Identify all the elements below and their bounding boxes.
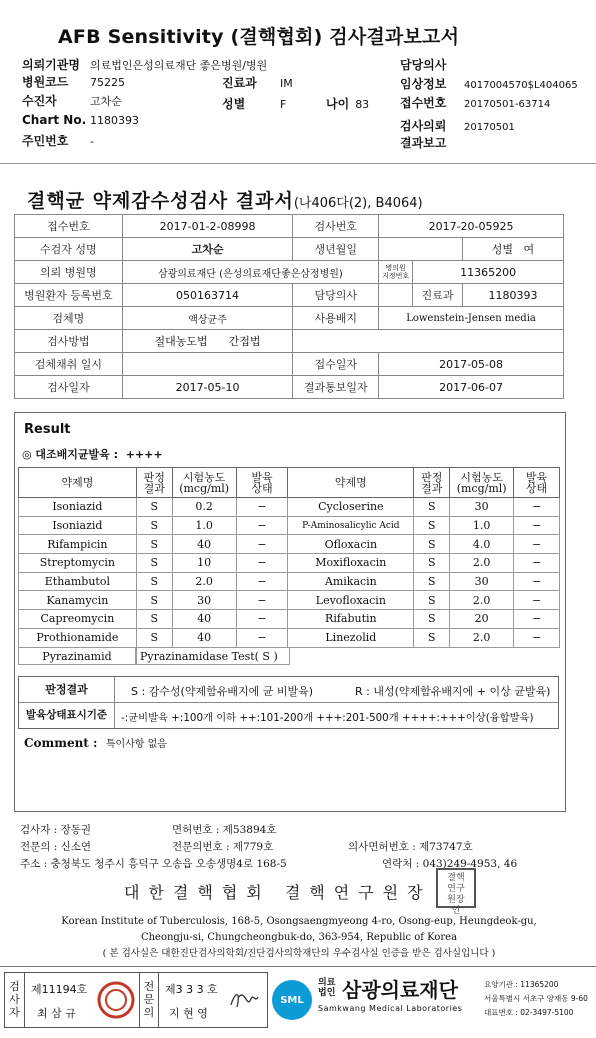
- right-drug-name-cell: Ofloxacin: [288, 535, 414, 554]
- left-growth-cell: −: [236, 554, 288, 573]
- org-en-line1: Korean Institute of Tuberculosis, 168-5, Osongsaengmyeong 4-ro, Osong-eup, Heungdeok-gu,: [61, 916, 537, 927]
- cell-value: 여: [523, 243, 535, 256]
- left-concentration-cell: 30: [172, 591, 236, 610]
- signature-icon: [225, 985, 261, 1017]
- left-concentration-cell: 1.0: [172, 516, 236, 535]
- growth-b: 상태: [525, 481, 548, 495]
- resident-no-value: -: [90, 135, 94, 148]
- right-result-cell: S: [414, 591, 450, 610]
- right-growth-cell: −: [514, 610, 560, 629]
- left-growth-cell: −: [236, 610, 288, 629]
- right-growth-cell: −: [514, 535, 560, 554]
- sex-label: 성별: [222, 97, 246, 111]
- left-result-cell: S: [136, 535, 172, 554]
- cell-value: [379, 238, 463, 261]
- left-drug-name-cell: Kanamycin: [19, 591, 137, 610]
- col-header: [236, 468, 288, 498]
- cell-value: 2017-06-07: [379, 376, 564, 399]
- cell-value: 고차순: [122, 238, 293, 261]
- seal-text: 연구: [447, 884, 465, 894]
- request-date-label: 검사의뢰: [400, 119, 447, 133]
- judge-a: 판정: [421, 470, 443, 484]
- right-growth-cell: −: [514, 591, 560, 610]
- report-date-label: 결과보고: [400, 136, 447, 150]
- cell-label: 진료과: [413, 284, 463, 307]
- cell-sex: [462, 238, 563, 261]
- right-concentration-cell: 20: [450, 610, 514, 629]
- cell-label: 검체명: [15, 307, 123, 330]
- cell-label: 접수번호: [15, 215, 123, 238]
- cell-value: 050163714: [122, 284, 293, 307]
- tester-license: 면허번호 : 제53894호: [172, 824, 277, 836]
- method-b: 간접법: [228, 335, 261, 348]
- seal-text: 결핵: [447, 873, 465, 883]
- pza-drug: Pyrazinamid: [18, 647, 136, 665]
- judge-legend-label: 판정결과: [19, 677, 115, 703]
- cell-label: 의뢰 병원명: [15, 261, 123, 284]
- col-header: [514, 468, 560, 498]
- result-row: [19, 572, 560, 591]
- cell-value: 1180393: [462, 284, 563, 307]
- growth-legend-label: 발육상태표시기준: [19, 703, 115, 728]
- left-drug-name-cell: Prothionamide: [19, 628, 137, 647]
- resident-no-label: 주민번호: [22, 134, 69, 148]
- hospital-name-label: 의뢰기관명: [22, 58, 80, 72]
- cell-label: 검체채취 일시: [15, 353, 123, 376]
- official-seal: [436, 868, 476, 916]
- col-header: 약제명: [19, 468, 137, 498]
- left-growth-cell: −: [236, 535, 288, 554]
- cell-value: 11365200: [413, 261, 564, 284]
- cell-value: 2017-01-2-08998: [122, 215, 293, 238]
- seal-text: 인: [451, 906, 461, 916]
- certification-note: ( 본 검사실은 대한진단검사의학회/진단검사의학재단의 우수검사실 인증을 받은 검사실입니다 ): [102, 948, 496, 959]
- seal-text: 원장: [447, 895, 465, 905]
- left-result-cell: S: [136, 554, 172, 573]
- result-row: [19, 498, 560, 517]
- cell-label: 검사방법: [15, 330, 123, 353]
- result-row: [19, 628, 560, 647]
- left-drug-name-cell: Capreomycin: [19, 610, 137, 629]
- receipt-no-value: 20170501-63714: [464, 99, 551, 110]
- cell-label: 검사번호: [293, 215, 379, 238]
- patient-label: 수진자: [22, 94, 57, 108]
- patient-info-table: [14, 214, 564, 399]
- growth-a: 발육: [251, 470, 273, 484]
- tester-seal-icon: [97, 981, 135, 1019]
- hospital-code-label: 병원코드: [22, 75, 69, 89]
- report-title-code: (나406다(2), B4064): [293, 196, 423, 211]
- left-result-cell: S: [136, 591, 172, 610]
- address: 주소 : 충청북도 청주시 흥덕구 오송읍 오송생명4로 168-5: [20, 858, 287, 870]
- doctor-license: 의사면허번호 : 제73747호: [348, 841, 473, 853]
- cell-value: [379, 284, 413, 307]
- specialist-license: 전문의번호 : 제779호: [172, 841, 274, 853]
- cell-label: 접수일자: [293, 353, 379, 376]
- brand-name: 삼광의료재단: [342, 978, 458, 1002]
- left-growth-cell: −: [236, 572, 288, 591]
- designation-label-b: 지정번호: [382, 272, 410, 280]
- cell-value: 2017-05-08: [379, 353, 564, 376]
- pza-test: Pyrazinamidase Test( S ): [136, 647, 290, 665]
- growth-b: 상태: [251, 481, 273, 495]
- specialist-name: 지 현 영: [169, 1007, 208, 1020]
- result-label: Result: [24, 422, 71, 437]
- brand-name-en: Samkwang Medical Laboratories: [318, 1004, 463, 1013]
- cell-empty: [293, 330, 564, 353]
- signature-box: [4, 972, 268, 1028]
- left-drug-name-cell: Isoniazid: [19, 498, 137, 517]
- specialist-role: 전문의: [139, 973, 159, 1027]
- right-concentration-cell: 30: [450, 498, 514, 517]
- bottom-divider: [0, 966, 596, 967]
- cell-label: 수검자 성명: [15, 238, 123, 261]
- footer-credits: [20, 822, 518, 873]
- department-value: IM: [280, 77, 293, 90]
- hospital-name-value: 의료법인은성의료재단 좋은병원/병원: [90, 59, 268, 72]
- header-mid: [222, 74, 293, 114]
- org-name-en: [14, 914, 584, 962]
- right-result-cell: S: [414, 535, 450, 554]
- right-growth-cell: −: [514, 554, 560, 573]
- company-tel: 대표번호 : 02-3497-5100: [484, 1008, 574, 1017]
- growth-legend-std: -:균비발육 +:100개 이하 ++:101-200개 +++:201-500개 ++++:+++이상(융합발육): [121, 712, 534, 724]
- cell-label: 검사일자: [15, 376, 123, 399]
- header-divider: [0, 163, 596, 164]
- cell-label: 담당의사: [293, 284, 379, 307]
- company-contact: [484, 978, 588, 1020]
- left-result-cell: S: [136, 572, 172, 591]
- cell-value: 액상균주: [122, 307, 293, 330]
- doctor-label: 담당의사: [400, 58, 447, 72]
- right-drug-name-cell: Amikacin: [288, 572, 414, 591]
- legend-box: [18, 676, 559, 729]
- designation-label-a: 병의원: [385, 264, 406, 272]
- right-result-cell: S: [414, 516, 450, 535]
- tester-role: 검사자: [5, 973, 25, 1027]
- right-result-cell: S: [414, 628, 450, 647]
- comment: [24, 735, 167, 750]
- tester-name: 최 삼 규: [37, 1007, 76, 1020]
- col-header: [450, 468, 514, 498]
- susceptibility-table: [18, 467, 560, 648]
- org-name-kr: 대한결핵협회 결핵연구원장: [124, 883, 432, 902]
- chart-no-value: 1180393: [90, 114, 139, 127]
- col-header: [136, 468, 172, 498]
- right-concentration-cell: 1.0: [450, 516, 514, 535]
- left-drug-name-cell: Isoniazid: [19, 516, 137, 535]
- right-drug-name-cell: Rifabutin: [288, 610, 414, 629]
- left-concentration-cell: 10: [172, 554, 236, 573]
- cell-label: 생년월일: [293, 238, 379, 261]
- judge-a: 판정: [143, 470, 165, 484]
- right-result-cell: S: [414, 572, 450, 591]
- right-drug-name-cell: Moxifloxacin: [288, 554, 414, 573]
- growth-a: 발육: [525, 470, 548, 484]
- specialist-number: 제3 3 3 호: [165, 983, 218, 996]
- left-result-cell: S: [136, 498, 172, 517]
- hospital-code-value: 75225: [90, 76, 125, 89]
- patient-value: 고차순: [90, 95, 122, 108]
- cell-label: 결과통보일자: [293, 376, 379, 399]
- specialist: 전문의 : 신소연: [20, 841, 92, 853]
- right-result-cell: S: [414, 498, 450, 517]
- left-growth-cell: −: [236, 628, 288, 647]
- cell-value: [122, 353, 293, 376]
- right-growth-cell: −: [514, 498, 560, 517]
- clinical-info-label: 임상정보: [400, 77, 447, 91]
- pza-row: [18, 647, 290, 665]
- right-concentration-cell: 4.0: [450, 535, 514, 554]
- sml-logo-icon: SML: [272, 980, 312, 1020]
- org-en-line2: Cheongju-si, Chungcheongbuk-do, 363-954, Republic of Korea: [140, 932, 458, 943]
- conc-b: (mcg/ml): [456, 481, 507, 495]
- col-header: [414, 468, 450, 498]
- control-growth: [22, 446, 163, 462]
- right-concentration-cell: 2.0: [450, 628, 514, 647]
- header-age: [326, 95, 369, 112]
- left-drug-name-cell: Streptomycin: [19, 554, 137, 573]
- request-date-value: 20170501: [464, 122, 515, 133]
- cell-label: 성별: [491, 243, 514, 256]
- right-drug-name-cell: Cycloserine: [288, 498, 414, 517]
- corp-label: 의료법인: [318, 978, 336, 998]
- header-right: [400, 56, 578, 151]
- cell-value: Lowenstein-Jensen media: [379, 307, 564, 330]
- right-result-cell: S: [414, 554, 450, 573]
- left-concentration-cell: 40: [172, 535, 236, 554]
- left-concentration-cell: 40: [172, 610, 236, 629]
- right-growth-cell: −: [514, 572, 560, 591]
- report-header-title: AFB Sensitivity (결핵협회) 검사결과보고서: [58, 26, 460, 48]
- judge-legend-r: R : 내성(약제함유배지에 + 이상 균발육): [355, 685, 551, 698]
- judge-b: 결과: [143, 481, 165, 495]
- left-growth-cell: −: [236, 516, 288, 535]
- comment-text: 특이사항 없음: [105, 739, 167, 750]
- method-a: 절대농도법: [154, 335, 208, 348]
- cell-label: 병원환자 등록번호: [15, 284, 123, 307]
- left-drug-name-cell: Rifampicin: [19, 535, 137, 554]
- left-result-cell: S: [136, 516, 172, 535]
- left-result-cell: S: [136, 628, 172, 647]
- result-row: [19, 610, 560, 629]
- cell-value: 2017-05-10: [122, 376, 293, 399]
- control-growth-label: ◎ 대조배지균발육 :: [22, 448, 119, 461]
- result-row: [19, 554, 560, 573]
- left-concentration-cell: 0.2: [172, 498, 236, 517]
- control-growth-value: ++++: [125, 448, 163, 461]
- judge-b: 결과: [421, 481, 443, 495]
- right-drug-name-cell: P-Aminosalicylic Acid: [288, 516, 414, 535]
- left-result-cell: S: [136, 610, 172, 629]
- left-growth-cell: −: [236, 498, 288, 517]
- comment-label: Comment :: [24, 736, 98, 750]
- right-growth-cell: −: [514, 628, 560, 647]
- right-growth-cell: −: [514, 516, 560, 535]
- age-value: 83: [355, 98, 370, 111]
- report-title: [27, 186, 423, 213]
- receipt-no-label: 접수번호: [400, 96, 447, 110]
- cell-value: 삼광의료재단 (은성의료재단좋은삼정병원): [122, 261, 378, 284]
- sex-value: F: [280, 98, 287, 111]
- result-row: [19, 516, 560, 535]
- result-row: [19, 591, 560, 610]
- col-header: 약제명: [288, 468, 414, 498]
- judge-legend-s: S : 감수성(약제함유배지에 균 비발육): [131, 685, 314, 698]
- left-drug-name-cell: Ethambutol: [19, 572, 137, 591]
- col-header: [172, 468, 236, 498]
- cell-label: 사용배지: [293, 307, 379, 330]
- left-concentration-cell: 40: [172, 628, 236, 647]
- right-drug-name-cell: Levofloxacin: [288, 591, 414, 610]
- cell-value: 2017-20-05925: [379, 215, 564, 238]
- conc-a: 시험농도: [460, 470, 503, 484]
- age-label: 나이: [326, 97, 350, 111]
- right-drug-name-cell: Linezolid: [288, 628, 414, 647]
- cell-label: [379, 261, 413, 284]
- left-concentration-cell: 2.0: [172, 572, 236, 591]
- right-concentration-cell: 2.0: [450, 591, 514, 610]
- conc-a: 시험농도: [182, 470, 226, 484]
- report-title-text: 결핵균 약제감수성검사 결과서: [27, 190, 294, 212]
- right-concentration-cell: 30: [450, 572, 514, 591]
- department-label: 진료과: [222, 76, 257, 90]
- right-result-cell: S: [414, 610, 450, 629]
- result-row: [19, 535, 560, 554]
- chart-no-label: Chart No.: [22, 113, 87, 127]
- right-concentration-cell: 2.0: [450, 554, 514, 573]
- tester: 검사자 : 장동권: [20, 824, 92, 836]
- left-growth-cell: −: [236, 591, 288, 610]
- phone: 연락처 : 043)249-4953, 46: [382, 858, 518, 870]
- company-address: 서울특별시 서초구 양재동 9-60: [484, 994, 588, 1003]
- tester-number: 제11194호: [31, 983, 88, 996]
- conc-b: (mcg/ml): [179, 481, 230, 495]
- cell-value: [122, 330, 293, 353]
- institution-code: 요양기관 : 11365200: [484, 980, 559, 989]
- clinical-info-value: 4017004570$L404065: [464, 80, 578, 91]
